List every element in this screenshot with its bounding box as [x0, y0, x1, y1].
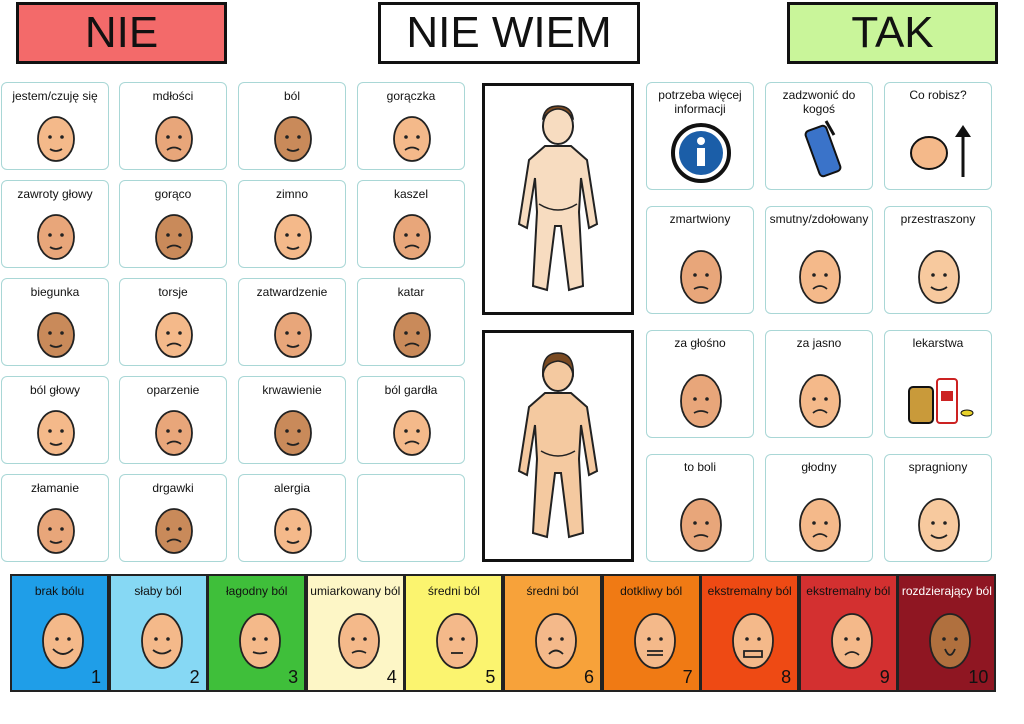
need-card[interactable] — [646, 82, 754, 190]
symptom-card[interactable] — [1, 474, 109, 562]
pain-face-icon — [237, 610, 283, 672]
symptom-label: gorąco — [154, 187, 192, 201]
thirsty-water-icon — [901, 491, 977, 557]
hungry-apple-icon — [782, 491, 858, 557]
worried-face-icon — [663, 243, 739, 309]
symptom-card[interactable] — [357, 278, 465, 366]
symptom-card[interactable] — [238, 474, 346, 562]
pain-face-icon — [434, 610, 480, 672]
pain-face-icon — [533, 610, 579, 672]
dizzy-icon — [26, 207, 86, 265]
need-label: Co robisz? — [909, 88, 967, 102]
pain-number: 3 — [288, 667, 299, 687]
headache-icon — [26, 403, 86, 461]
pain-label: średni ból — [427, 584, 480, 598]
pain-label: słaby ból — [134, 584, 182, 598]
pain-label: łagodny ból — [225, 584, 288, 598]
pointing-hand-icon — [901, 119, 977, 185]
need-label: przestraszony — [900, 212, 976, 226]
person-icon — [26, 109, 86, 167]
too-bright-icon — [782, 367, 858, 433]
symptom-card[interactable] — [119, 82, 227, 170]
symptom-label: mdłości — [152, 89, 194, 103]
symptom-card[interactable] — [119, 180, 227, 268]
pain-level-5[interactable] — [404, 574, 503, 692]
need-card[interactable] — [765, 206, 873, 314]
symptom-card[interactable] — [357, 82, 465, 170]
need-card[interactable] — [884, 206, 992, 314]
symptom-card[interactable] — [1, 180, 109, 268]
need-label: smutny/zdołowany — [769, 212, 869, 226]
need-label: spragniony — [908, 460, 968, 474]
pain-label: ekstremalny ból — [806, 584, 891, 598]
fever-icon — [382, 109, 442, 167]
need-card[interactable] — [884, 82, 992, 190]
symptom-label: ból — [283, 89, 300, 103]
burn-fire-icon — [144, 403, 204, 461]
medicine-icon — [901, 367, 977, 433]
need-label: głodny — [801, 460, 837, 474]
pain-level-8[interactable] — [700, 574, 799, 692]
back-body-icon — [485, 333, 631, 559]
pain-number: 6 — [583, 667, 594, 687]
pain-number: 10 — [968, 667, 989, 687]
too-loud-icon — [663, 367, 739, 433]
dont-know-label: NIE WIEM — [406, 8, 612, 57]
symptom-card[interactable] — [119, 376, 227, 464]
pain-level-7[interactable] — [602, 574, 701, 692]
pain-number: 2 — [189, 667, 200, 687]
seizure-icon — [144, 501, 204, 559]
no-label: NIE — [84, 8, 159, 57]
symptom-label: drgawki — [152, 481, 194, 495]
need-label: potrzeba więcej informacji — [658, 88, 742, 116]
need-label: zmartwiony — [669, 212, 731, 226]
need-label: zadzwonić do kogoś — [782, 88, 856, 116]
pain-face-icon — [336, 610, 382, 672]
pain-face-icon — [927, 610, 973, 672]
pain-level-6[interactable] — [503, 574, 602, 692]
symptom-label: zawroty głowy — [17, 187, 93, 201]
runny-nose-icon — [382, 305, 442, 363]
pain-level-4[interactable] — [306, 574, 405, 692]
broken-bone-icon — [26, 501, 86, 559]
pain-level-3[interactable] — [207, 574, 306, 692]
yes-label: TAK — [851, 8, 934, 57]
symptom-label: jestem/czuję się — [12, 89, 98, 103]
symptom-card[interactable] — [238, 278, 346, 366]
cough-icon — [382, 207, 442, 265]
symptom-card[interactable] — [1, 376, 109, 464]
yes-button[interactable] — [787, 2, 998, 64]
symptom-label: złamanie — [30, 481, 80, 495]
pain-level-9[interactable] — [799, 574, 898, 692]
no-button[interactable] — [16, 2, 227, 64]
pain-label: rozdzierający ból — [901, 584, 992, 598]
need-card[interactable] — [884, 330, 992, 438]
pain-face-icon — [730, 610, 776, 672]
scared-face-icon — [901, 243, 977, 309]
symptom-card[interactable] — [119, 474, 227, 562]
symptom-card[interactable] — [1, 278, 109, 366]
vomit-icon — [144, 305, 204, 363]
nausea-icon — [144, 109, 204, 167]
symptom-label: torsje — [158, 285, 188, 299]
need-label: lekarstwa — [912, 336, 964, 350]
symptom-card[interactable] — [238, 82, 346, 170]
sad-face-icon — [782, 243, 858, 309]
pain-number: 9 — [879, 667, 890, 687]
need-card[interactable] — [646, 330, 754, 438]
need-label: to boli — [683, 460, 717, 474]
dont-know-button[interactable] — [378, 2, 640, 64]
symptom-card[interactable] — [357, 180, 465, 268]
symptom-label: kaszel — [393, 187, 428, 201]
need-card[interactable] — [765, 82, 873, 190]
need-label: za jasno — [796, 336, 842, 350]
symptom-label: ból głowy — [29, 383, 81, 397]
pain-label: ekstremalny ból — [707, 584, 792, 598]
allergy-sneeze-icon — [263, 501, 323, 559]
it-hurts-icon — [663, 491, 739, 557]
pain-face-icon — [139, 610, 185, 672]
cold-icon — [263, 207, 323, 265]
pain-label: umiarkowany ból — [310, 584, 401, 598]
pain-number: 1 — [90, 667, 101, 687]
need-card[interactable] — [765, 330, 873, 438]
symptom-label: zatwardzenie — [256, 285, 328, 299]
pain-number: 5 — [485, 667, 496, 687]
pain-label: średni ból — [526, 584, 579, 598]
symptom-label: oparzenie — [146, 383, 200, 397]
bleeding-arm-icon — [263, 403, 323, 461]
need-card[interactable] — [646, 454, 754, 562]
pain-face-icon — [263, 109, 323, 167]
symptom-label: gorączka — [386, 89, 436, 103]
body-front-panel[interactable] — [482, 83, 634, 315]
body-back-panel[interactable] — [482, 330, 634, 562]
symptom-label: zimno — [275, 187, 308, 201]
symptom-label: biegunka — [30, 285, 80, 299]
pain-face-icon — [632, 610, 678, 672]
need-card[interactable] — [884, 454, 992, 562]
symptom-card[interactable] — [1, 82, 109, 170]
diarrhea-toilet-icon — [26, 305, 86, 363]
pain-face-icon — [40, 610, 86, 672]
symptom-label: katar — [397, 285, 425, 299]
pain-label: brak bólu — [34, 584, 85, 598]
symptom-label: alergia — [273, 481, 311, 495]
need-label: za głośno — [674, 336, 726, 350]
symptom-label: ból gardła — [384, 383, 438, 397]
pain-level-1[interactable] — [10, 574, 109, 692]
need-card[interactable] — [646, 206, 754, 314]
front-body-icon — [485, 86, 631, 312]
phone-icon — [782, 119, 858, 185]
pain-number: 4 — [386, 667, 397, 687]
constipation-icon — [263, 305, 323, 363]
info-icon — [663, 119, 739, 185]
pain-face-icon — [829, 610, 875, 672]
hot-sun-icon — [144, 207, 204, 265]
pain-level-10[interactable] — [897, 574, 996, 692]
symptom-card[interactable] — [357, 474, 465, 562]
pain-label: dotkliwy ból — [620, 584, 683, 598]
symptom-card[interactable] — [119, 278, 227, 366]
symptom-card[interactable] — [238, 180, 346, 268]
sore-throat-icon — [382, 403, 442, 461]
pain-level-2[interactable] — [109, 574, 208, 692]
symptom-label: krwawienie — [262, 383, 322, 397]
symptom-card[interactable] — [357, 376, 465, 464]
symptom-card[interactable] — [238, 376, 346, 464]
pain-number: 8 — [781, 667, 792, 687]
pain-number: 7 — [682, 667, 693, 687]
need-card[interactable] — [765, 454, 873, 562]
